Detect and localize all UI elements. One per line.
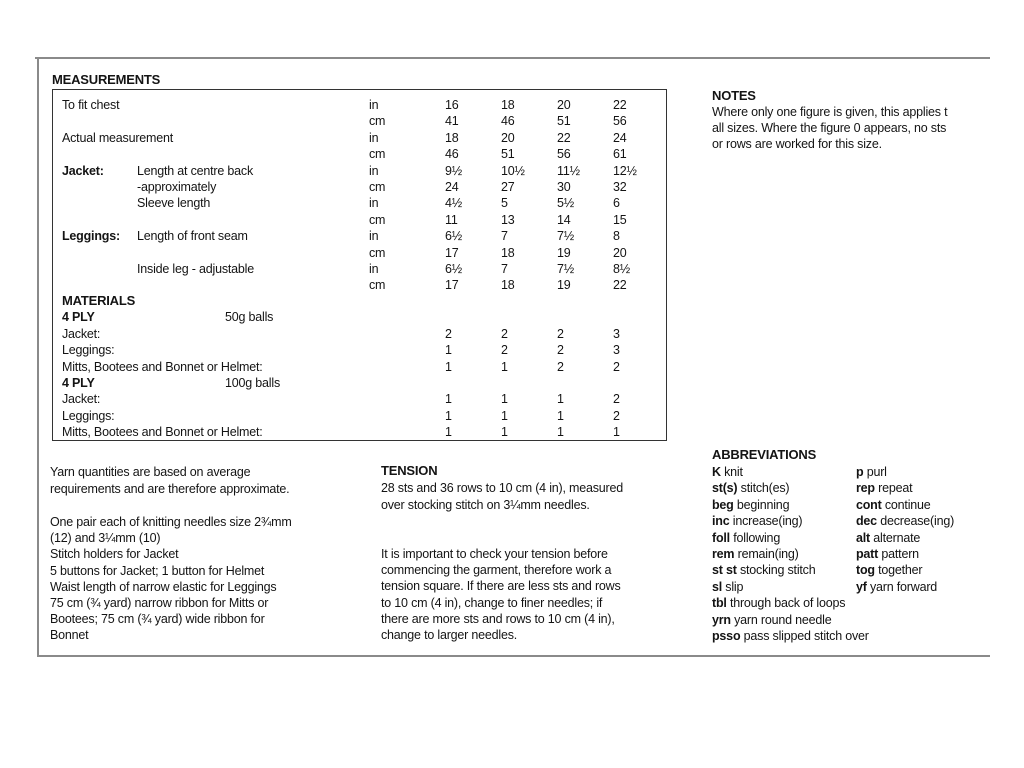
abbreviation-term: dec xyxy=(856,514,877,529)
measurement-value: 46 xyxy=(501,114,515,129)
measurement-label: To fit chest xyxy=(62,98,120,112)
measurement-unit: in xyxy=(369,163,379,178)
abbreviation-meaning: decrease(ing) xyxy=(876,514,955,529)
abbreviation-item xyxy=(856,562,922,578)
equipment-line: 75 cm (¾ yard) narrow ribbon for Mitts or xyxy=(50,596,269,610)
abbreviation-term: st st xyxy=(712,563,737,578)
materials-item-label: Mitts, Bootees and Bonnet or Helmet: xyxy=(62,359,263,374)
abbreviation-term: foll xyxy=(712,530,730,545)
abbreviation-meaning: following xyxy=(729,530,781,545)
materials-item-value: 1 xyxy=(501,359,508,374)
abbreviation-item xyxy=(712,628,869,644)
measurement-label: Inside leg - adjustable xyxy=(137,262,255,276)
measurement-unit: cm xyxy=(369,278,386,293)
abbreviation-term: alt xyxy=(856,530,870,545)
abbreviation-item xyxy=(712,513,802,529)
measurement-value: 24 xyxy=(613,130,627,145)
materials-item-value: 2 xyxy=(501,326,508,341)
materials-item-value: 1 xyxy=(557,408,564,423)
materials-item-value: 2 xyxy=(557,343,564,358)
materials-item-value: 2 xyxy=(613,392,620,407)
materials-item-value: 1 xyxy=(501,425,508,440)
measurement-value: 22 xyxy=(613,98,627,112)
measurement-value: 17 xyxy=(445,278,459,293)
materials-heading: MATERIALS xyxy=(62,293,136,308)
abbreviation-term: st(s) xyxy=(712,481,738,496)
materials-item-value: 2 xyxy=(613,359,620,374)
measurement-value: 5½ xyxy=(557,196,574,211)
materials-ball-weight: 100g balls xyxy=(225,376,280,390)
abbreviation-meaning: together xyxy=(874,563,923,578)
materials-item-label: Jacket: xyxy=(62,326,101,341)
abbreviation-meaning: remain(ing) xyxy=(734,547,799,561)
notes-heading: NOTES xyxy=(712,88,756,103)
abbreviation-meaning: pattern xyxy=(878,547,919,561)
materials-item-label: Leggings: xyxy=(62,408,115,423)
measurement-value: 20 xyxy=(557,98,571,112)
page-bottom-rule xyxy=(37,655,990,657)
abbreviation-meaning: increase(ing) xyxy=(729,514,803,529)
tension-line: tension square. If there are less sts and rows xyxy=(381,579,621,594)
equipment-line: Bootees; 75 cm (¾ yard) wide ribbon for xyxy=(50,612,265,627)
measurement-value: 10½ xyxy=(501,163,525,178)
abbreviation-term: beg xyxy=(712,497,734,512)
measurement-value: 19 xyxy=(557,278,571,293)
measurements-heading: MEASUREMENTS xyxy=(52,72,161,87)
measurement-value: 24 xyxy=(445,180,459,194)
abbreviation-item xyxy=(712,546,799,562)
measurement-label: Length of front seam xyxy=(137,229,248,244)
materials-item-value: 1 xyxy=(557,392,564,407)
measurement-value: 11½ xyxy=(557,163,580,178)
abbreviation-item xyxy=(712,579,743,595)
measurement-value: 6 xyxy=(613,196,620,211)
materials-item-value: 1 xyxy=(613,425,620,440)
tension-line: commencing the garment, therefore work a xyxy=(381,563,612,578)
measurement-unit: in xyxy=(369,98,379,112)
abbreviation-meaning: yarn round needle xyxy=(730,612,832,627)
abbreviation-item xyxy=(856,464,887,480)
measurement-value: 7 xyxy=(501,229,508,244)
measurement-value: 8 xyxy=(613,229,620,244)
abbreviation-term: yrn xyxy=(712,612,731,627)
abbreviation-item xyxy=(712,464,743,480)
abbreviation-item xyxy=(856,546,919,562)
equipment-line: (12) and 3¼mm (10) xyxy=(50,531,161,546)
materials-item-value: 1 xyxy=(445,343,452,358)
abbreviation-term: sl xyxy=(712,579,723,594)
abbreviation-item xyxy=(856,480,912,496)
abbreviation-item xyxy=(712,595,845,611)
measurement-unit: cm xyxy=(369,180,386,194)
measurement-unit: cm xyxy=(369,212,386,227)
materials-item-value: 1 xyxy=(501,392,508,407)
materials-item-label: Leggings: xyxy=(62,343,115,358)
measurement-label: Length at centre back xyxy=(137,163,254,178)
measurement-value: 7½ xyxy=(557,262,574,276)
notes-line: all sizes. Where the figure 0 appears, no sts xyxy=(712,121,947,136)
tension-heading: TENSION xyxy=(381,463,438,478)
abbreviation-term: yf xyxy=(856,579,867,594)
materials-yarn-type: 4 PLY xyxy=(62,376,95,390)
abbreviation-term: psso xyxy=(712,629,741,643)
measurement-value: 16 xyxy=(445,98,459,112)
abbreviation-item xyxy=(712,530,780,546)
tension-line: to 10 cm (4 in), change to finer needles; if xyxy=(381,595,603,610)
measurement-label: Actual measurement xyxy=(62,130,174,145)
abbreviation-meaning: stocking stitch xyxy=(736,563,816,578)
measurement-unit: in xyxy=(369,262,379,276)
tension-line: change to larger needles. xyxy=(381,628,518,642)
tension-line: over stocking stitch on 3¼mm needles. xyxy=(381,497,590,512)
measurement-value: 18 xyxy=(445,130,459,145)
abbreviation-meaning: pass slipped stitch over xyxy=(740,629,869,643)
abbreviation-term: tbl xyxy=(712,596,727,611)
tension-line: there are more sts and rows to 10 cm (4 in), xyxy=(381,611,615,626)
measurement-value: 4½ xyxy=(445,196,462,211)
measurement-unit: in xyxy=(369,130,379,145)
abbreviation-meaning: slip xyxy=(722,579,744,594)
yarn-note-line: requirements and are therefore approximate. xyxy=(50,481,290,496)
materials-item-value: 1 xyxy=(445,425,452,440)
equipment-line: 5 buttons for Jacket; 1 button for Helmet xyxy=(50,563,265,578)
abbreviation-term: rem xyxy=(712,547,735,561)
measurement-value: 8½ xyxy=(613,262,630,276)
measurement-value: 7 xyxy=(501,262,508,276)
abbreviation-item xyxy=(856,497,931,513)
abbreviation-meaning: alternate xyxy=(870,530,921,545)
tension-line: 28 sts and 36 rows to 10 cm (4 in), measured xyxy=(381,481,624,495)
equipment-line: Stitch holders for Jacket xyxy=(50,547,179,562)
abbreviations-heading: ABBREVIATIONS xyxy=(712,447,817,462)
measurement-value: 13 xyxy=(501,212,515,227)
abbreviation-item xyxy=(712,562,815,578)
abbreviation-meaning: stitch(es) xyxy=(737,481,790,496)
measurement-value: 61 xyxy=(613,147,627,162)
yarn-note-line: Yarn quantities are based on average xyxy=(50,465,251,479)
measurement-value: 17 xyxy=(445,245,459,260)
abbreviation-term: cont xyxy=(856,497,882,512)
abbreviation-meaning: purl xyxy=(863,465,887,479)
measurement-unit: in xyxy=(369,229,379,244)
measurement-value: 11 xyxy=(445,212,458,227)
materials-item-label: Jacket: xyxy=(62,392,101,407)
measurement-value: 32 xyxy=(613,180,627,194)
abbreviation-meaning: through back of loops xyxy=(726,596,846,611)
materials-item-value: 2 xyxy=(501,343,508,358)
measurement-value: 51 xyxy=(557,114,571,129)
abbreviation-term: rep xyxy=(856,481,875,496)
measurement-value: 9½ xyxy=(445,163,462,178)
materials-yarn-type: 4 PLY xyxy=(62,310,95,325)
measurement-value: 56 xyxy=(557,147,571,162)
materials-item-value: 1 xyxy=(445,408,452,423)
materials-item-value: 2 xyxy=(557,359,564,374)
equipment-line: One pair each of knitting needles size 2¾mm xyxy=(50,515,292,529)
abbreviation-meaning: knit xyxy=(720,465,743,479)
measurement-unit: cm xyxy=(369,245,386,260)
measurement-value: 56 xyxy=(613,114,627,129)
measurement-value: 6½ xyxy=(445,229,462,244)
measurement-value: 5 xyxy=(501,196,508,211)
notes-line: Where only one figure is given, this applies t xyxy=(712,105,948,119)
abbreviation-meaning: repeat xyxy=(874,481,913,496)
measurement-value: 41 xyxy=(445,114,459,129)
measurement-value: 6½ xyxy=(445,262,462,276)
measurement-value: 22 xyxy=(613,278,627,293)
measurement-value: 46 xyxy=(445,147,459,162)
abbreviation-term: tog xyxy=(856,563,875,578)
materials-item-value: 2 xyxy=(557,326,564,341)
measurement-value: 15 xyxy=(613,212,627,227)
measurement-value: 20 xyxy=(501,130,515,145)
abbreviation-term: K xyxy=(712,465,721,479)
page-left-rule xyxy=(37,57,39,657)
materials-item-value: 1 xyxy=(445,359,452,374)
measurement-value: 18 xyxy=(501,245,515,260)
abbreviation-item xyxy=(712,612,832,628)
measurement-value: 22 xyxy=(557,130,571,145)
equipment-line: Bonnet xyxy=(50,628,89,643)
abbreviation-term: patt xyxy=(856,547,879,561)
measurement-unit: cm xyxy=(369,114,386,129)
abbreviation-item xyxy=(712,480,789,496)
measurement-value: 51 xyxy=(501,147,515,162)
abbreviation-item xyxy=(856,579,937,595)
materials-item-value: 2 xyxy=(445,326,452,341)
notes-line: or rows are worked for this size. xyxy=(712,137,882,152)
measurement-section-label: Leggings: xyxy=(62,229,120,244)
measurement-value: 18 xyxy=(501,278,515,293)
measurement-unit: cm xyxy=(369,147,386,162)
measurement-value: 27 xyxy=(501,180,515,194)
materials-item-value: 1 xyxy=(445,392,452,407)
abbreviation-meaning: beginning xyxy=(733,497,790,512)
tension-line: It is important to check your tension before xyxy=(381,547,608,561)
abbreviation-meaning: continue xyxy=(881,497,931,512)
materials-item-value: 2 xyxy=(613,408,620,423)
measurement-value: 7½ xyxy=(557,229,574,244)
equipment-line: Waist length of narrow elastic for Leggings xyxy=(50,579,277,594)
measurement-value: 12½ xyxy=(613,163,637,178)
abbreviation-item xyxy=(856,530,920,546)
materials-item-value: 1 xyxy=(501,408,508,423)
materials-item-value: 1 xyxy=(557,425,564,440)
abbreviation-item xyxy=(856,513,954,529)
materials-ball-weight: 50g balls xyxy=(225,310,274,325)
measurement-value: 30 xyxy=(557,180,571,194)
page-top-rule xyxy=(35,57,990,59)
materials-item-value: 3 xyxy=(613,326,620,341)
measurement-section-label: Jacket: xyxy=(62,163,104,178)
measurement-value: 14 xyxy=(557,212,571,227)
measurement-value: 18 xyxy=(501,98,515,112)
measurement-value: 20 xyxy=(613,245,627,260)
materials-item-label: Mitts, Bootees and Bonnet or Helmet: xyxy=(62,425,263,440)
measurement-value: 19 xyxy=(557,245,571,260)
materials-item-value: 3 xyxy=(613,343,620,358)
measurement-label: Sleeve length xyxy=(137,196,211,211)
abbreviation-term: inc xyxy=(712,514,730,529)
abbreviation-item xyxy=(712,497,789,513)
measurement-unit: in xyxy=(369,196,379,211)
measurement-label: -approximately xyxy=(137,180,217,194)
abbreviation-term: p xyxy=(856,465,864,479)
abbreviation-meaning: yarn forward xyxy=(866,579,938,594)
